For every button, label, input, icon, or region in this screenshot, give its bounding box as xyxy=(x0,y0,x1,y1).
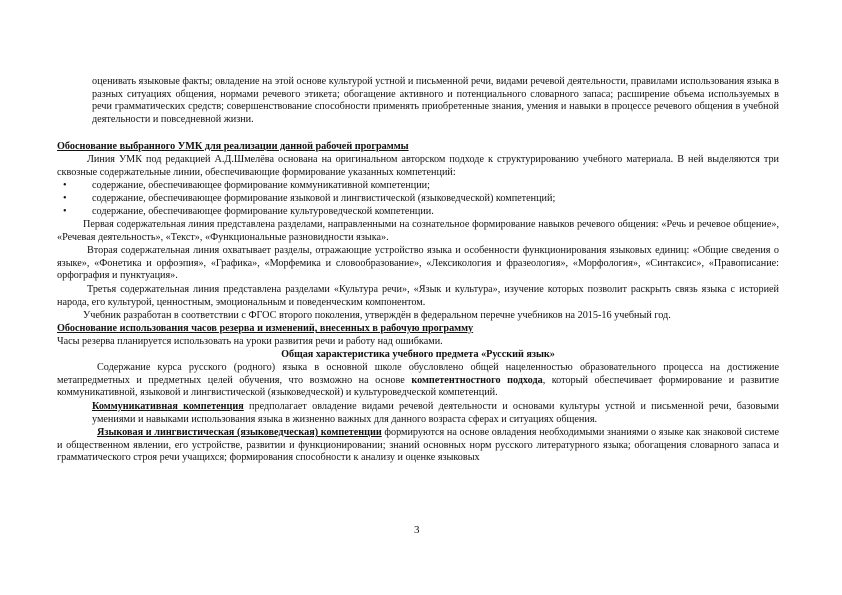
bullet-item: содержание, обеспечивающее формирование коммуникативной компетенции; xyxy=(92,180,430,191)
linguistic-term: Языковая и лингвистическая (языковедческая) компетенции xyxy=(97,427,382,438)
content-term: компетентностного подхода xyxy=(411,374,543,386)
heading-general: Общая характеристика учебного предмета «Русский язык» xyxy=(281,349,555,360)
paragraph-first-line: Первая содержательная линия представлена разделами, направленными на сознательное формирование навыков речевого общения: «Речь и речевое общение», «Речевая деятельность», «Текст», «Функциональные разновидности языка». xyxy=(57,219,779,243)
paragraph-intro: оценивать языковые факты; овладение на этой основе культурой устной и письменной речи, видами речевой деятельности, правилами использования языка в разных ситуациях общения, нормами речевого этикета; обогащение активного и потенциального словарного запаса; расширение объема используемых в речи грамматических средств; совершенствование способности применять приобретенные знания, умения и навыки в процессе речевого общения в учебной деятельности и повседневной жизни. xyxy=(92,76,779,125)
content-text-end: , который обеспечивает формирование и развитие коммуникативной, языковой и лингвистической (языковедческой) и культуроведческой компетенций. xyxy=(57,374,779,399)
paragraph-communicative xyxy=(92,401,779,426)
bullet-marker: • xyxy=(63,206,67,217)
content-text: Содержание курса русского (родного) языка в основной школе обусловлено общей нацеленностью образовательного процесса на достижение метапредметных и предметных целей обучения, что возможно на основе xyxy=(57,362,779,386)
page-number: 3 xyxy=(414,524,420,536)
paragraph-reserve: Часы резерва планируется использовать на уроки развития речи и работу над ошибками. xyxy=(57,336,443,347)
heading-umk: Обоснование выбранного УМК для реализации данной рабочей программы xyxy=(57,141,409,152)
communicative-term: Коммуникативная компетенция xyxy=(92,401,244,412)
linguistic-text: формируются на основе овладения необходимыми знаниями о языке как знаковой системе и общественном явлении, его устройстве, развитии и функционировании; знаний основных норм русского литературного языка; обогащения словарного запаса и грамматического строя речи учащихся; формирования способности к анализу и оценке языковых xyxy=(57,427,779,464)
paragraph-third-line: Третья содержательная линия представлена разделами «Культура речи», «Язык и культура», изучение которых позволит раскрыть связь языка с историей народа, его культурой, ценностным, эмоциональным и поведенческим компонентом. xyxy=(57,284,779,308)
bullet-item: содержание, обеспечивающее формирование языковой и лингвистической (языковедческой) компетенций; xyxy=(92,193,556,204)
paragraph-line-intro: Линия УМК под редакцией А.Д.Шмелёва основана на оригинальном авторском подходе к структурированию учебного материала. В ней выделяются три сквозные содержательные линии, обеспечивающие формирование указанных компетенций: xyxy=(57,154,779,178)
bullet-marker: • xyxy=(63,193,67,204)
paragraph-second-line: Вторая содержательная линия охватывает разделы, отражающие устройство языка и особенности функционирования языковых единиц: «Общие сведения о языке», «Фонетика и орфоэпия», «Графика», «Морфемика и словообразование», «Лексикология и фразеология», «Морфология», «Синтаксис», «Правописание: орфография и пунктуация». xyxy=(57,245,779,282)
paragraph-linguistic xyxy=(57,427,779,465)
bullet-marker: • xyxy=(63,180,67,191)
communicative-text: предполагает овладение видами речевой деятельности и основами культуры устной и письменной речи, базовыми умениями и навыками использования языка в жизненно важных для данного возраста сферах и ситуациях общения. xyxy=(92,401,780,425)
paragraph-content xyxy=(57,362,779,400)
bullet-item: содержание, обеспечивающее формирование культуроведческой компетенции. xyxy=(92,206,434,217)
heading-reserve: Обоснование использования часов резерва и изменений, внесенных в рабочую программу xyxy=(57,323,474,334)
paragraph-fgos: Учебник разработан в соответствии с ФГОС второго поколения, утверждён в федеральном перечне учебников на 2015-16 учебный год. xyxy=(83,310,671,321)
